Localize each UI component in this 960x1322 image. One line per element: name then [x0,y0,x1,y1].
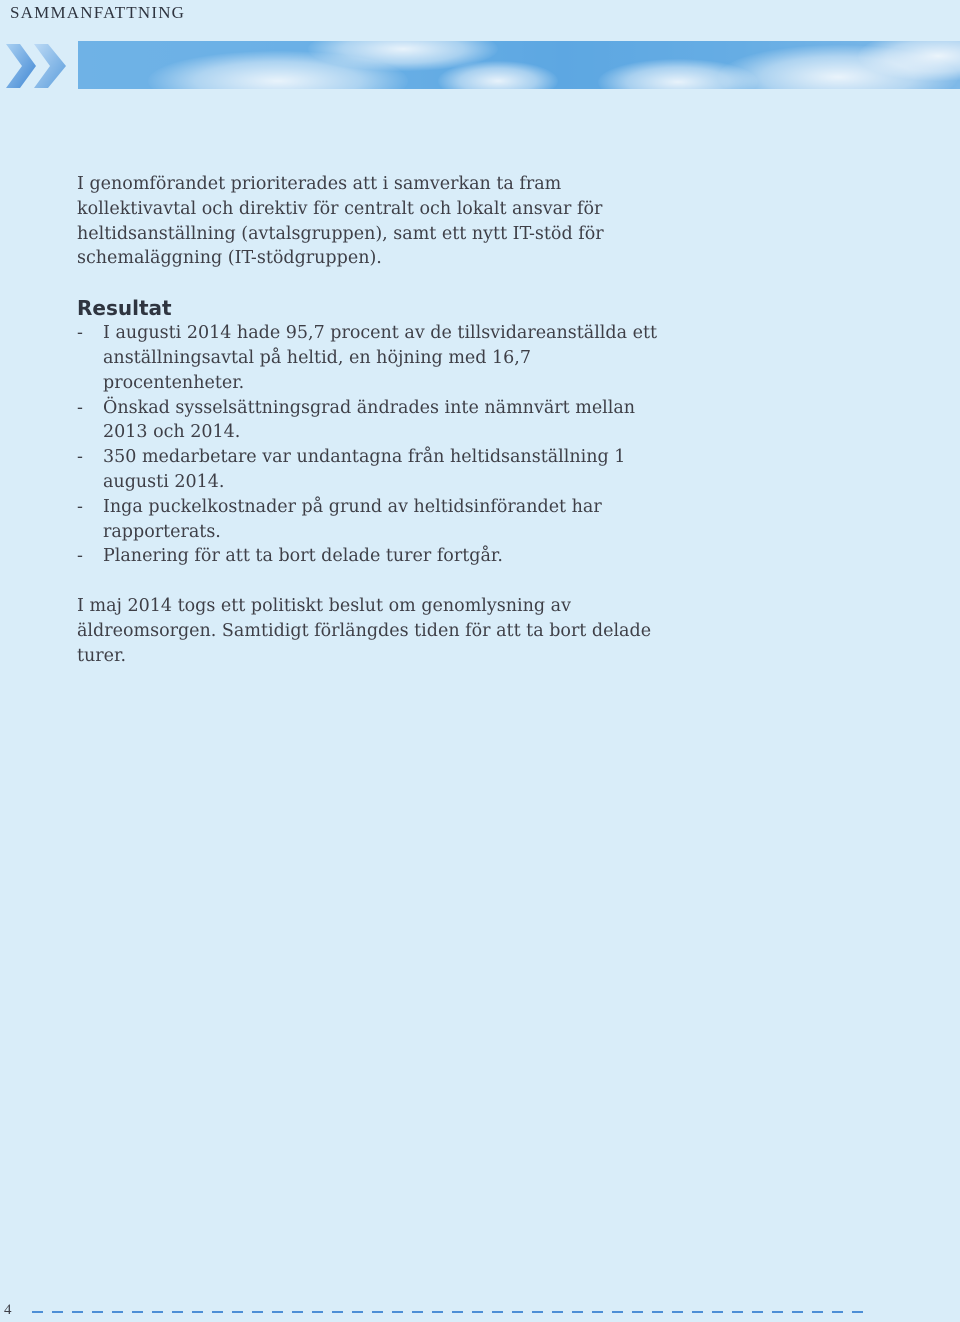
list-item-text: Planering för att ta bort delade turer fortgår. [103,546,503,567]
list-item-text: 350 medarbetare var undantagna från heltidsanställning 1 augusti 2014. [103,447,626,492]
page-footer [0,1298,960,1322]
list-item [77,495,677,545]
page-number: 4 [4,1302,12,1318]
summary-body [77,172,677,669]
closing-paragraph: I maj 2014 togs ett politiskt beslut om genomlysning av äldreomsorgen. Samtidigt förlängdes tiden för att ta bort delade turer. [77,596,652,666]
list-item-text: Inga puckelkostnader på grund av heltidsinförandet har rapporterats. [103,496,602,542]
bullet-marker: - [77,546,83,567]
list-item-text: I augusti 2014 hade 95,7 procent av de tillsvidareanställda ett anställningsavtal på heltid, en höjning med 16,7 procentenheter. [103,323,658,393]
bullet-marker: - [77,323,83,344]
list-item [77,396,677,446]
list-item [77,445,677,495]
list-item-text: Önskad sysselsättningsgrad ändrades inte nämnvärt mellan 2013 och 2014. [103,397,636,443]
intro-paragraph: I genomförandet prioriterades att i samverkan ta fram kollektivavtal och direktiv för centralt och lokalt ansvar för heltidsanställning (avtalsgruppen), samt ett nytt IT-stöd för schemaläggning (IT-stödgruppen). [77,174,604,269]
result-list [77,321,677,569]
dashed-rule [32,1311,864,1313]
list-item [77,544,677,569]
sky-banner [78,41,960,89]
list-item [77,321,677,395]
bullet-marker: - [77,496,83,517]
result-heading: Resultat [77,296,172,321]
bullet-marker: - [77,447,83,468]
bullet-marker: - [77,397,83,418]
double-chevron-right-icon [4,42,70,90]
section-label: SAMMANFATTNING [10,3,186,22]
